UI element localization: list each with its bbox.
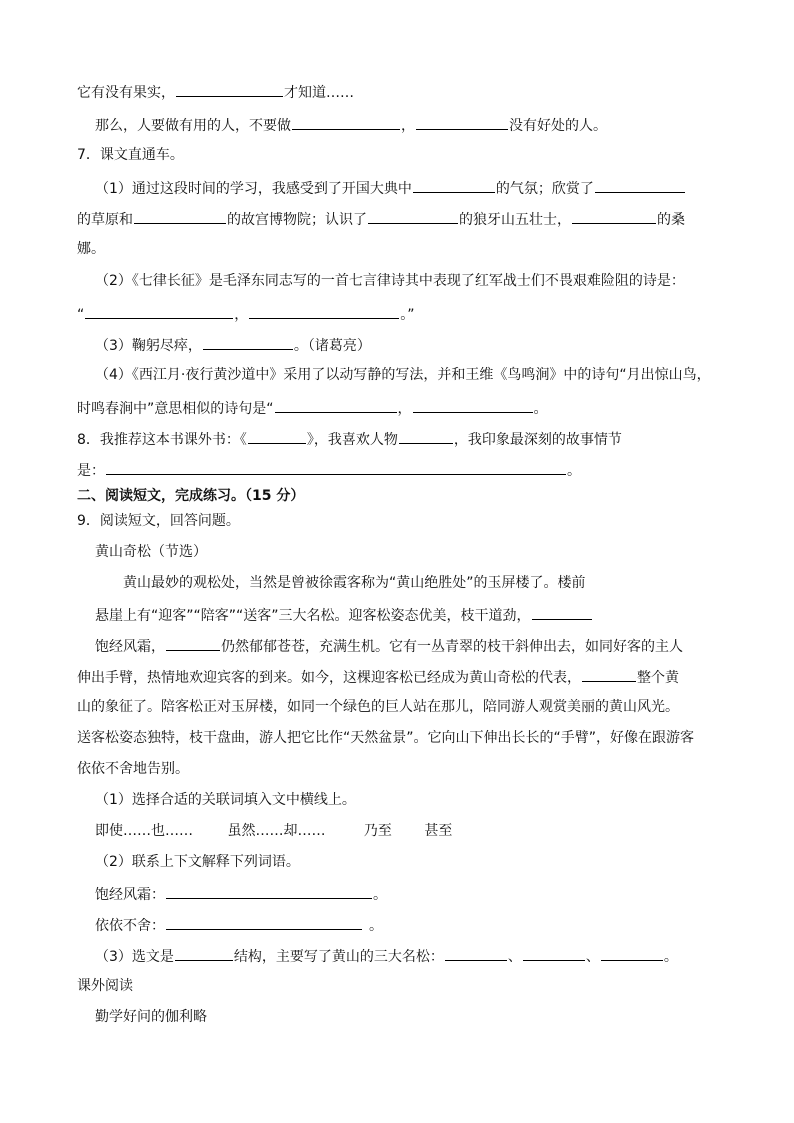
fill-blank[interactable] [532,605,592,620]
text: ，我印象最深刻的故事情节 [453,432,622,448]
fill-blank[interactable] [399,429,453,444]
fill-blank[interactable] [249,304,399,319]
sub-question [95,853,300,871]
option: 甚至 [424,823,453,839]
fill-blank[interactable] [248,429,306,444]
option: 即使……也…… [95,823,193,839]
text: 依依不舍： [95,918,165,934]
text-line [77,460,581,480]
section-heading [77,487,304,505]
text: （3）选文是 [95,949,174,965]
text: 。 [369,918,383,934]
text-line [95,884,387,904]
text: 勤学好问的伽利略 [95,1009,207,1025]
text-line [95,335,371,355]
text: （2）联系上下文解释下列词语。 [95,854,300,870]
text: 。” [400,307,415,323]
text: 整个黄 [637,670,679,686]
text: 、 [507,949,522,965]
option: 乃至 [363,823,392,839]
text: 伸出手臂，热情地欢迎宾客的到来。如今，这棵迎客松已经成为黄山奇松的代表， [77,670,581,686]
text: （1）选择合适的关联词填入文中横线上。 [95,792,356,808]
fill-blank[interactable] [203,335,293,350]
text: 送客松姿态独特，枝干盘曲，游人把它比作“天然盆景”。它向山下伸出长长的“手臂”，好像在跟游客 [77,730,695,746]
text: 。 [663,949,678,965]
fill-blank[interactable] [582,667,636,682]
option: 虽然……却…… [227,823,326,839]
passage-line [95,605,593,625]
text: ， [234,307,249,323]
text: 。（诸葛亮） [293,338,371,354]
text: 。 [567,463,581,479]
text: 8．我推荐这本书课外书：《 [77,432,247,448]
fill-blank[interactable] [572,209,656,224]
text: 的气氛；欣赏了 [495,181,594,197]
text: 的故宫博物院；认识了 [227,212,367,228]
question-heading [77,512,240,530]
text: 悬崖上有“迎客”“陪客”“送客”三大名松。迎客松姿态优美，枝干道劲， [95,608,531,624]
fill-blank[interactable] [292,115,400,130]
text: （3）鞠躬尽瘁， [95,338,202,354]
text-line [77,240,105,258]
passage-title [95,543,207,561]
text-line [95,115,607,135]
text: 、 [585,949,600,965]
text: 的桑 [657,212,685,228]
text: ， [397,401,412,417]
text-line [95,366,711,384]
text: （2）《七律长征》是毛泽东同志写的一首七言律诗其中表现了红军战士们不畏艰难险阻的诗是： [95,273,685,289]
text: 》，我喜欢人物 [306,432,398,448]
text: 二、阅读短文，完成练习。（15 分） [77,488,305,504]
word-options [95,822,452,840]
text: 才知道…… [284,85,354,101]
fill-blank[interactable] [523,946,585,961]
fill-blank[interactable] [85,304,233,319]
text: 山的象征了。陪客松正对玉屏楼，如同一个绿色的巨人站在那儿，陪同游人观赏美丽的黄山风光。 [77,699,679,715]
passage-line [77,760,189,778]
fill-blank[interactable] [275,398,397,413]
text-line [95,178,686,198]
text-line [77,209,685,229]
text: 课外阅读 [77,978,133,994]
text: 没有好处的人。 [509,118,607,134]
text: 7．课文直通车。 [77,147,184,163]
text-line [77,82,354,102]
text: 黄山最妙的观松处，当然是曾被徐霞客称为“黄山绝胜处”的玉屏楼了。楼前 [123,575,586,591]
fill-blank[interactable] [166,884,372,899]
text-line [77,398,548,418]
text: ， [401,118,415,134]
text: 饱经风霜， [95,639,165,655]
text: 是： [77,463,105,479]
passage-line [77,729,694,747]
text: 仍然郁郁苍苍，充满生机。它有一丛青翠的枝干斜伸出去，如同好客的主人 [221,639,683,655]
passage-line [123,574,586,592]
text: 黄山奇松（节选） [95,544,207,560]
text: 。 [373,887,387,903]
text-line [77,429,622,449]
text: 娜。 [77,241,105,257]
text: “ [77,307,85,323]
text: （1）通过这段时间的学习，我感受到了开国大典中 [95,181,412,197]
fill-blank[interactable] [416,115,508,130]
text: 。 [533,401,548,417]
fill-blank[interactable] [176,82,283,97]
text: 的草原和 [77,212,133,228]
fill-blank[interactable] [166,636,220,651]
fill-blank[interactable] [595,178,685,193]
passage-line [95,636,683,656]
sub-question [95,791,356,809]
fill-blank[interactable] [601,946,663,961]
section-label [77,977,133,995]
text: 饱经风霜： [95,887,165,903]
question-heading [77,146,184,164]
text: 依依不舍地告别。 [77,761,189,777]
fill-blank[interactable] [106,460,566,475]
fill-blank[interactable] [445,946,507,961]
fill-blank[interactable] [413,178,495,193]
fill-blank[interactable] [175,946,233,961]
passage-line [77,698,679,716]
text: 它有没有果实， [77,85,175,101]
passage-line [77,667,679,687]
text: 结构，主要写了黄山的三大名松： [233,949,444,965]
passage-title [95,1008,207,1026]
text: 那么，人要做有用的人，不要做 [95,118,291,134]
fill-blank[interactable] [166,915,362,930]
fill-blank[interactable] [413,398,533,413]
text: 的狼牙山五壮士， [459,212,571,228]
text: （4）《西江月·夜行黄沙道中》采用了以动写静的写法，并和王维《鸟鸣涧》中的诗句“月出惊山鸟， [95,367,711,383]
text-line [95,946,678,966]
text: 时鸣春涧中”意思相似的诗句是“ [77,401,274,417]
fill-blank[interactable] [134,209,226,224]
text-line [95,915,383,935]
fill-blank[interactable] [368,209,458,224]
text: 9．阅读短文，回答问题。 [77,513,240,529]
text-line [95,272,685,290]
text-line [77,304,415,324]
